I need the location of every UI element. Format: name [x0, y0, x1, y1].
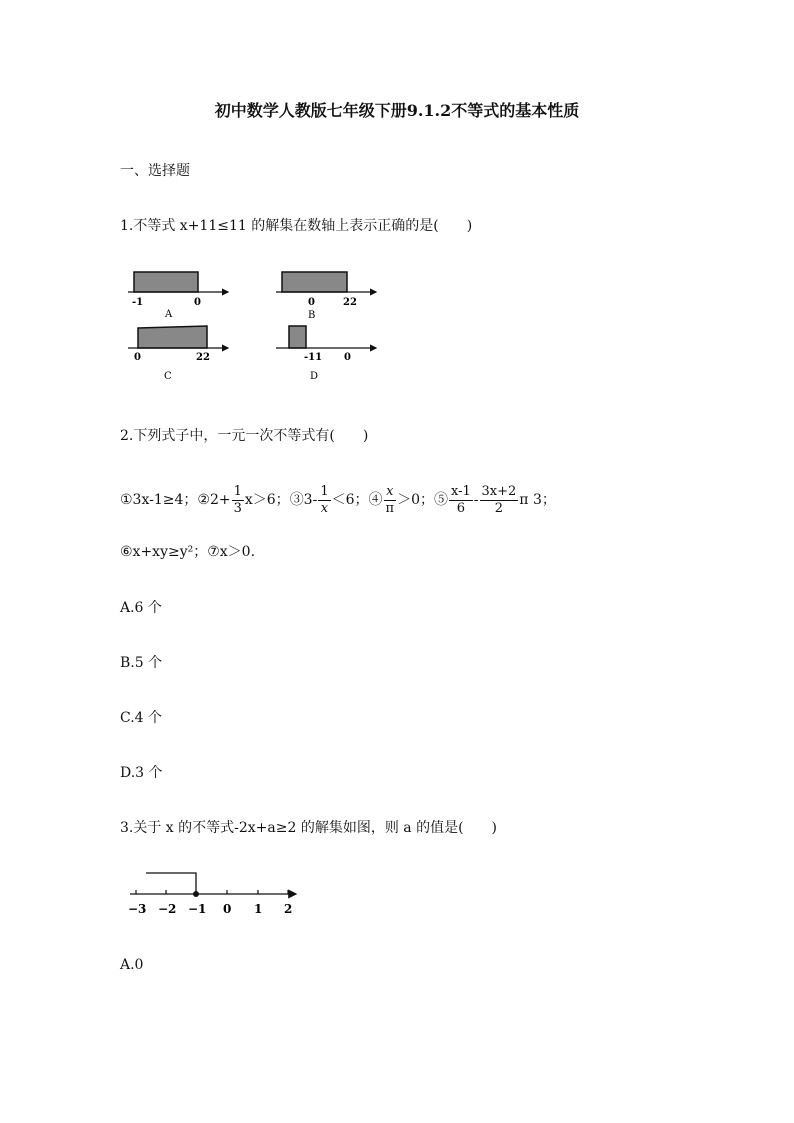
question-2-stem: 2.下列式子中，一元一次不等式有( ) [120, 428, 369, 444]
q3-tick-0: 0 [223, 902, 232, 916]
figure-d [276, 326, 376, 382]
expr-5-numerator-2: 3x+2 [481, 483, 517, 499]
figure-c-tick-2: 22 [196, 352, 210, 363]
question-2-expressions [120, 481, 556, 519]
figure-a-tick-1: -1 [132, 297, 144, 308]
figure-c-shaded-region [138, 326, 207, 348]
expr-2-numerator: 1 [233, 483, 242, 499]
section-heading: 一、选择题 [120, 163, 190, 179]
expr-1: ①3x-1≥4； [120, 492, 198, 508]
q3-tick-neg1: −1 [188, 902, 207, 916]
figure-b-shaded-region [282, 272, 347, 292]
expr-5-pre: ⑤ [434, 492, 448, 508]
expr-2-denominator: 3 [233, 500, 242, 516]
q3-tick-neg3: −3 [128, 902, 147, 916]
expr-3-post: ＜6； [331, 492, 369, 508]
figure-b-label: B [308, 310, 316, 321]
figure-d-tick-2: 0 [344, 352, 351, 363]
expr-5-post: π 3； [519, 492, 556, 508]
question-3-option-a: A.0 [120, 957, 144, 973]
question-2-option-b: B.5 个 [120, 655, 163, 671]
question-3-stem: 3.关于 x 的不等式-2x+a≥2 的解集如图，则 a 的值是( ) [120, 820, 498, 836]
q1-figures [120, 262, 390, 387]
expr-4-fraction [384, 484, 397, 517]
figure-b [276, 272, 376, 321]
figure-d-label: D [310, 371, 319, 382]
expr-2-post: x＞6； [244, 492, 290, 508]
figure-d-tick-1: -11 [304, 352, 323, 363]
expr-3-pre: ③3- [289, 492, 318, 508]
q3-number-line [120, 862, 310, 922]
q3-tick-neg2: −2 [158, 902, 177, 916]
figure-c-tick-1: 0 [134, 352, 141, 363]
expr-2-pre: ②2+ [197, 492, 231, 508]
figure-c [128, 326, 228, 382]
expr-3-denominator: x [320, 500, 329, 516]
expr-5-numerator-1: x-1 [451, 483, 471, 499]
question-2-option-d: D.3 个 [120, 765, 163, 781]
expr-3-fraction [318, 484, 330, 517]
expr-4-denominator: π [385, 500, 395, 516]
figure-a [128, 272, 228, 320]
q3-solid-point [193, 891, 199, 897]
expr-5-fraction-2 [480, 484, 519, 517]
expr-2-fraction [232, 484, 244, 517]
question-2-option-a: A.6 个 [120, 600, 162, 616]
page-title: 初中数学人教版七年级下册9.1.2不等式的基本性质 [214, 101, 580, 120]
expr-4-post: ＞0； [397, 492, 434, 508]
expr-5-denominator-2: 2 [494, 500, 504, 516]
figure-b-tick-1: 0 [308, 297, 315, 308]
q3-solution-bracket [146, 873, 196, 894]
question-2-option-c: C.4 个 [120, 710, 163, 726]
figure-a-tick-2: 0 [194, 297, 201, 308]
expr-4-pre: ④ [368, 492, 383, 508]
q3-tick-1: 1 [254, 902, 263, 916]
figure-a-label: A [165, 309, 173, 320]
q3-tick-2: 2 [284, 902, 293, 916]
figure-a-shaded-region [134, 272, 198, 292]
question-2-expressions-line-2: ⑥x+xy≥y²；⑦x＞0. [120, 544, 256, 560]
figure-c-label: C [164, 371, 172, 382]
expr-3-numerator: 1 [320, 483, 329, 499]
expr-5-denominator-1: 6 [456, 500, 466, 516]
figure-d-shaded-region [289, 326, 306, 348]
question-1-stem: 1.不等式 x+11≤11 的解集在数轴上表示正确的是( ) [120, 218, 473, 234]
figure-b-tick-2: 22 [343, 297, 357, 308]
expr-4-numerator: x [384, 484, 397, 501]
expr-5-fraction-1 [449, 484, 473, 517]
expr-5-minus: - [473, 492, 479, 508]
